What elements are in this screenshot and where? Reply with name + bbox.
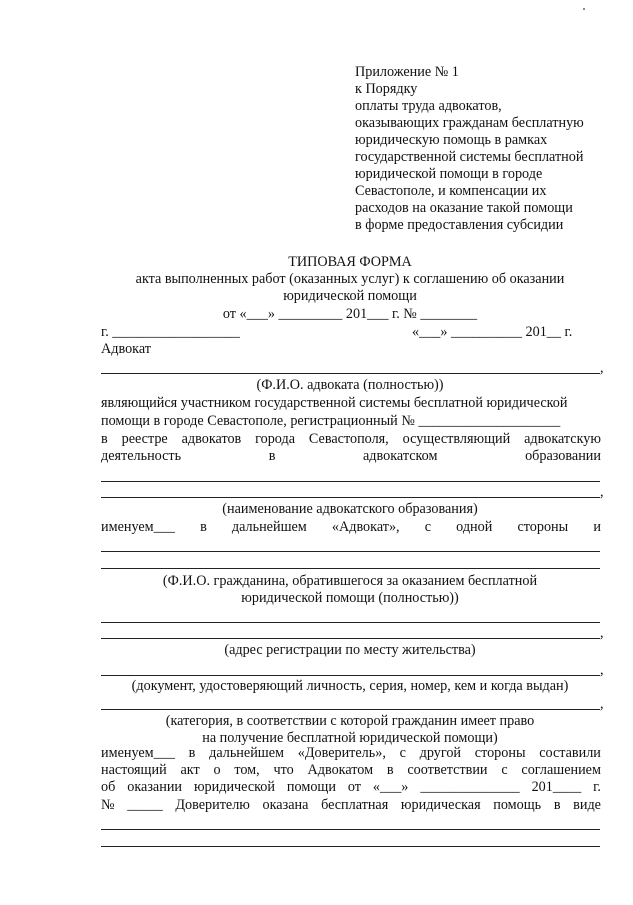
comma: ,	[600, 696, 604, 712]
appendix-line: Севастополе, и компенсации их	[355, 183, 547, 199]
activity-line: деятельность в адвокатском образовании	[101, 448, 601, 464]
formation-caption: (наименование адвокатского образования)	[222, 501, 478, 517]
registry-line: в реестре адвокатов города Севастополя, осуществляющий адвокатскую	[101, 431, 601, 447]
advocate-caption: (Ф.И.О. адвоката (полностью))	[256, 377, 444, 393]
citizen-caption: (Ф.И.О. гражданина, обратившегося за оказанием бесплатной	[162, 573, 538, 589]
form-date-number: от «___» _________ 201___ г. № ________	[222, 306, 478, 322]
final-paragraph-line: об оказании юридической помощи от «___» ______________ 201____ г.	[101, 779, 601, 795]
final-paragraph-line: № _____ Доверителю оказана бесплатная юридическая помощь в виде	[101, 797, 601, 813]
appendix-line: в форме предоставления субсидии	[355, 217, 564, 233]
appendix-line: юридическую помощь в рамках	[355, 132, 548, 148]
final-paragraph-line: настоящий акт о том, что Адвокатом в соответствии с соглашением	[101, 762, 601, 778]
category-caption: (категория, в соответствии с которой гражданин имеет право	[165, 713, 535, 729]
appendix-line: государственной системы бесплатной	[355, 149, 584, 165]
form-title: ТИПОВАЯ ФОРМА	[288, 254, 412, 270]
advocate-name-line	[101, 373, 600, 374]
address-line	[101, 638, 600, 639]
participant-line: являющийся участником государственной системы бесплатной юридической	[101, 395, 568, 411]
appendix-line: оказывающих гражданам бесплатную	[355, 115, 584, 131]
document-line	[101, 675, 600, 676]
form-subtitle: юридической помощи	[283, 288, 417, 304]
formation-line	[101, 497, 600, 498]
date-field: «___» __________ 201__ г.	[412, 324, 573, 340]
form-subtitle: акта выполненных работ (оказанных услуг) к соглашению об оказании	[135, 271, 565, 287]
named-advocate-line: именуем___ в дальнейшем «Адвокат», с одной стороны и	[101, 519, 601, 535]
city-field: г. __________________	[101, 324, 240, 340]
citizen-line	[101, 551, 600, 552]
appendix-line: оплаты труда адвокатов,	[355, 98, 502, 114]
citizen-line	[101, 568, 600, 569]
help-line: помощи в городе Севастополе, регистрационный № ____________________	[101, 413, 561, 429]
appendix-line: Приложение № 1	[355, 64, 459, 80]
comma: ,	[600, 625, 604, 641]
citizen-caption: юридической помощи (полностью))	[241, 590, 459, 606]
appendix-line: расходов на оказание такой помощи	[355, 200, 573, 216]
category-caption: на получение бесплатной юридической помощи)	[202, 730, 498, 746]
address-line	[101, 622, 600, 623]
document-caption: (документ, удостоверяющий личность, серия, номер, кем и когда выдан)	[131, 678, 569, 694]
scan-speck	[583, 8, 585, 10]
service-type-line	[101, 846, 600, 847]
address-caption: (адрес регистрации по месту жительства)	[224, 642, 476, 658]
appendix-line: к Порядку	[355, 81, 418, 97]
final-paragraph-line: именуем___ в дальнейшем «Доверитель», с другой стороны составили	[101, 745, 601, 761]
advocate-label: Адвокат	[101, 341, 151, 357]
comma: ,	[600, 484, 604, 500]
comma: ,	[600, 662, 604, 678]
category-line	[101, 709, 600, 710]
appendix-line: юридической помощи в городе	[355, 166, 543, 182]
service-type-line	[101, 829, 600, 830]
comma: ,	[600, 360, 604, 376]
formation-line	[101, 481, 600, 482]
